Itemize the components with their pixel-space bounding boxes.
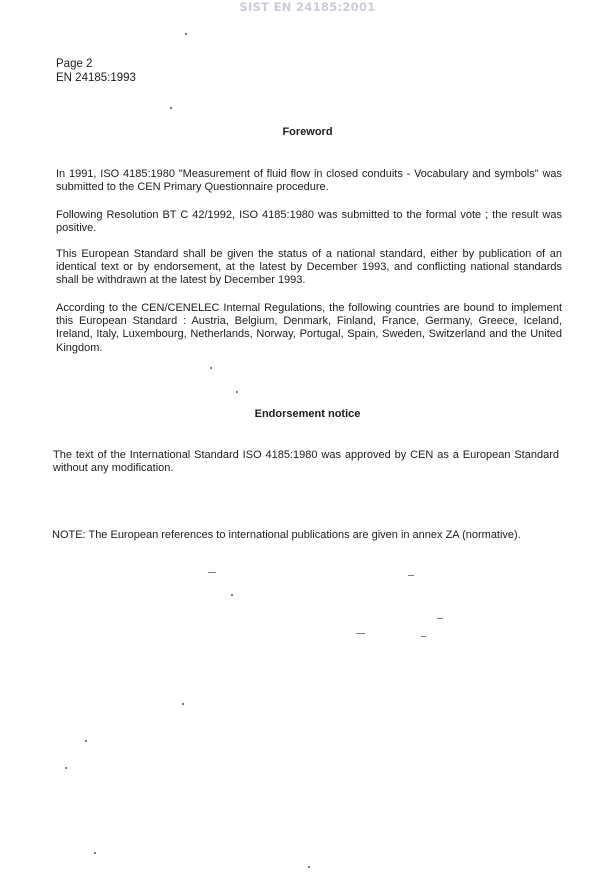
note-text: NOTE: The European references to international publications are given in annex ZA (normative). — [52, 529, 521, 541]
scan-speck — [408, 575, 414, 576]
scan-speck — [437, 618, 443, 619]
scan-speck — [185, 33, 187, 35]
endorsement-title: Endorsement notice — [254, 408, 361, 420]
foreword-paragraph-4: According to the CEN/CENELEC Internal Regulations, the following countries are bound to implement this European Standard : Austria, Belgium, Denmark, Finland, France, Germany, Greece, Iceland, Ireland, Italy, Luxembourg, Netherlands, Norway, Portugal, Spain, Sweden, Switzerland and the United Kingdom. — [56, 302, 562, 354]
scan-speck — [231, 594, 233, 596]
foreword-title: Foreword — [282, 126, 333, 138]
scan-speck — [65, 767, 67, 769]
foreword-paragraph-3: This European Standard shall be given the status of a national standard, either by publication of an identical text or by endorsement, at the latest by December 1993, and conflicting national standards shall be withdrawn at the latest by December 1993. — [56, 248, 562, 287]
scan-speck — [208, 572, 216, 573]
scan-speck — [94, 852, 96, 854]
standard-number: EN 24185:1993 — [56, 72, 136, 84]
scan-speck — [85, 740, 87, 742]
endorsement-text: The text of the International Standard ISO 4185:1980 was approved by CEN as a European Standard without any modification. — [53, 449, 559, 475]
scan-speck — [308, 866, 310, 868]
scan-speck — [236, 391, 238, 393]
scan-speck — [182, 703, 184, 705]
scan-speck — [170, 107, 172, 109]
scan-speck — [356, 633, 365, 634]
page-header — [56, 57, 136, 85]
scan-speck — [421, 636, 426, 637]
foreword-paragraph-2: Following Resolution BT C 42/1992, ISO 4185:1980 was submitted to the formal vote ; the result was positive. — [56, 209, 562, 235]
scan-speck — [210, 367, 212, 369]
watermark: SIST EN 24185:2001 — [239, 0, 376, 14]
page-number: Page 2 — [56, 58, 93, 70]
foreword-paragraph-1: In 1991, ISO 4185:1980 "Measurement of fluid flow in closed conduits - Vocabulary and symbols" was submitted to the CEN Primary Questionnaire procedure. — [56, 168, 562, 194]
